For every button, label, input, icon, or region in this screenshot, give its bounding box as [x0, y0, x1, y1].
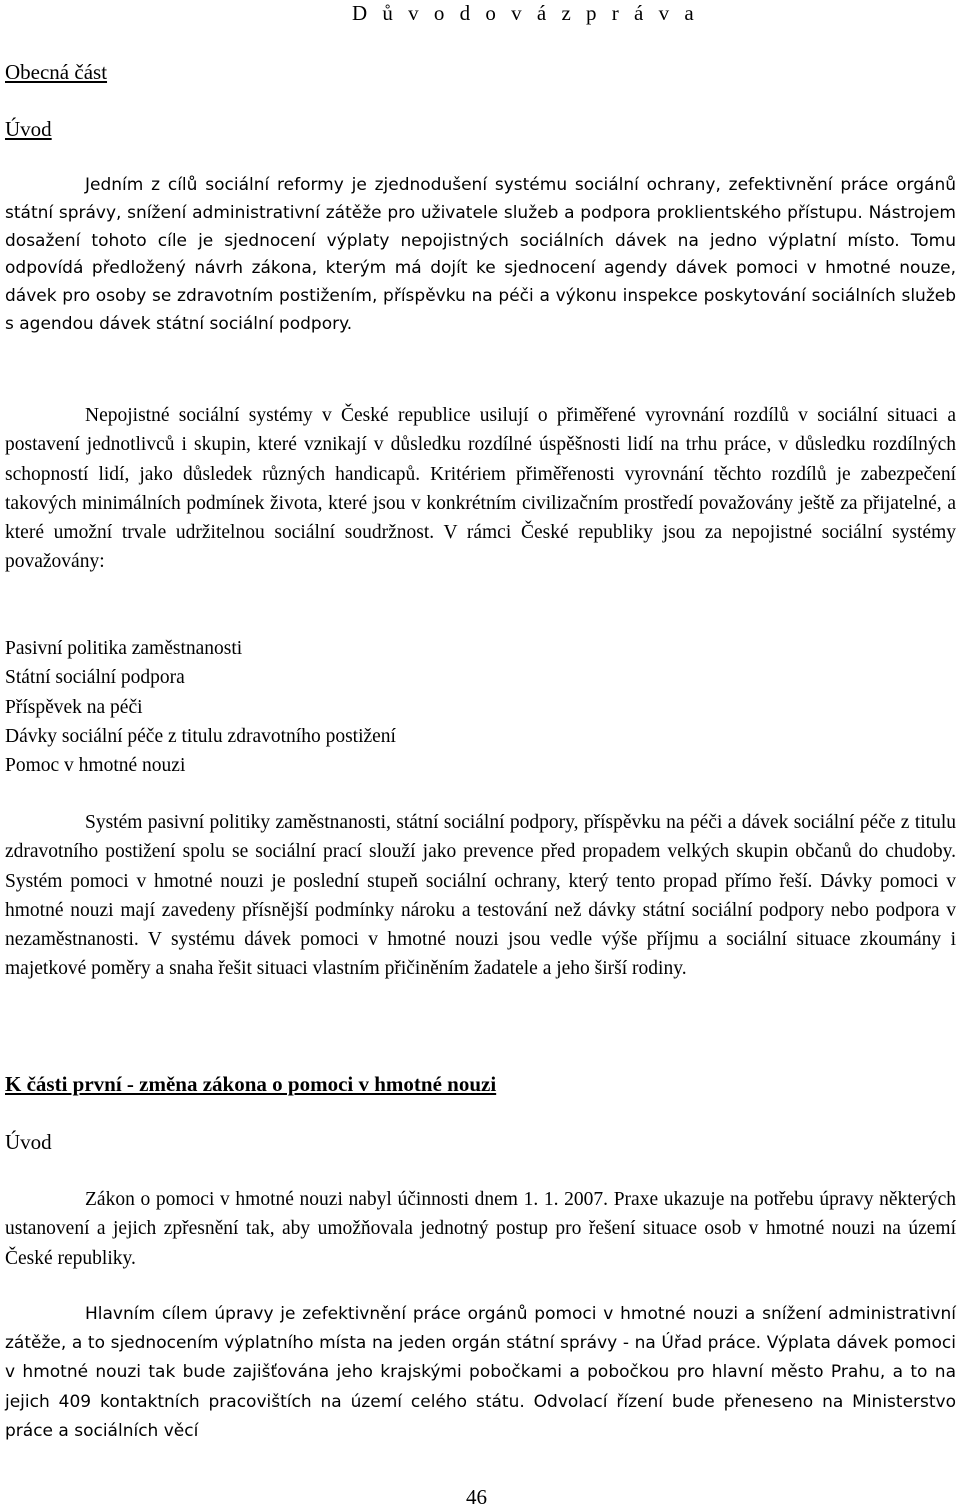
passive-section [5, 808, 956, 984]
page-number: 46 [466, 1485, 487, 1509]
intro-paragraph: Jedním z cílů sociální reformy je zjednodušení systému sociální ochrany, zefektivnění práce orgánů státní správy, snížení administrativní zátěže pro uživatele služeb a podpora proklientského přístupu. Nástrojem dosažení tohoto cíle je sjednocení výplaty nepojistných sociálních dávek na jedno výplatní místo. Tomu odpovídá předložený návrh zákona, kterým má dojít ke sjednocení agendy dávek pomoci v hmotné nouze, dávek pro osoby se zdravotním postižením, příspěvku na péči a výkonu inspekce poskytování sociálních služeb s agendou dávek státní sociální podpory. [5, 175, 956, 334]
list-item: Státní sociální podpora [5, 667, 185, 689]
systems-list-section [5, 634, 956, 780]
systems-section [5, 401, 956, 577]
list-item: Pomoc v hmotné nouzi [5, 755, 186, 777]
heading-general-part: Obecná část [5, 60, 108, 84]
systems-list [5, 634, 956, 780]
document-title: D ů v o d o v á z p r á v a [352, 1, 699, 25]
list-item: Příspěvek na péči [5, 696, 143, 718]
law-section [5, 1185, 956, 1273]
law-paragraph: Zákon o pomoci v hmotné nouzi nabyl účinnosti dnem 1. 1. 2007. Praxe ukazuje na potřebu úpravy některých ustanovení a jejich zpřesnění tak, aby umožňovala jednotný postup pro řešení situace osob v hmotné nouzi na území České republiky. [5, 1189, 956, 1269]
heading-part-one-intro: Úvod [5, 1130, 52, 1154]
list-item: Dávky sociální péče z titulu zdravotního postižení [5, 725, 396, 747]
heading-part-one: K části první - změna zákona o pomoci v hmotné nouzi [5, 1072, 497, 1096]
passive-paragraph: Systém pasivní politiky zaměstnanosti, státní sociální podpory, příspěvku na péči a dávek sociální péče z titulu zdravotního postižení spolu se sociální prací slouží jako prevence před propadem velkých skupin občanů do chudoby. Systém pomoci v hmotné nouzi je poslední stupeň sociální ochrany, který tento propad přímo řeší. Dávky pomoci v hmotné nouzi mají zavedeny přísnější podmínky nároku a testování než dávky státní sociální podpory nebo podpora v nezaměstnanosti. V systému dávek pomoci v hmotné nouzi jsou vedle výše příjmu a sociální situace zkoumány i majetkové poměry a snaha řešit situaci vlastním přičiněním žadatele a jeho širší rodiny. [5, 812, 956, 980]
goal-paragraph: Hlavním cílem úpravy je zefektivnění práce orgánů pomoci v hmotné nouzi a snížení administrativní zátěže, a to sjednocením výplatního místa na jeden orgán státní správy - na Úřad práce. Výplata dávek pomoci v hmotné nouzi tak bude zajišťována jeho krajskými pobočkami a pobočkou pro hlavní město Prahu, a to na jejich 409 kontaktních pracovištích na území celého státu. Odvolací řízení bude přeneseno na Ministerstvo práce a sociálních věcí [5, 1304, 956, 1441]
systems-paragraph: Nepojistné sociální systémy v České republice usilují o přiměřené vyrovnání rozdílů v sociální situaci a postavení jednotlivců i skupin, které vznikají v důsledku rozdílné úspěšnosti lidí na trhu práce, v důsledku rozdílných schopností lidí, jako důsledek různých handicapů. Kritériem přiměřenosti vyrovnání těchto rozdílů je zabezpečení takových minimálních podmínek života, které jsou v konkrétním civilizačním prostředí považovány ještě za přijatelné, a které umožní trvale udržitelnou sociální soudržnost. V rámci České republiky jsou za nepojistné sociální systémy považovány: [5, 405, 956, 573]
intro-section [5, 172, 956, 339]
goal-section [5, 1300, 956, 1446]
heading-intro: Úvod [5, 117, 52, 141]
list-item: Pasivní politika zaměstnanosti [5, 638, 243, 659]
